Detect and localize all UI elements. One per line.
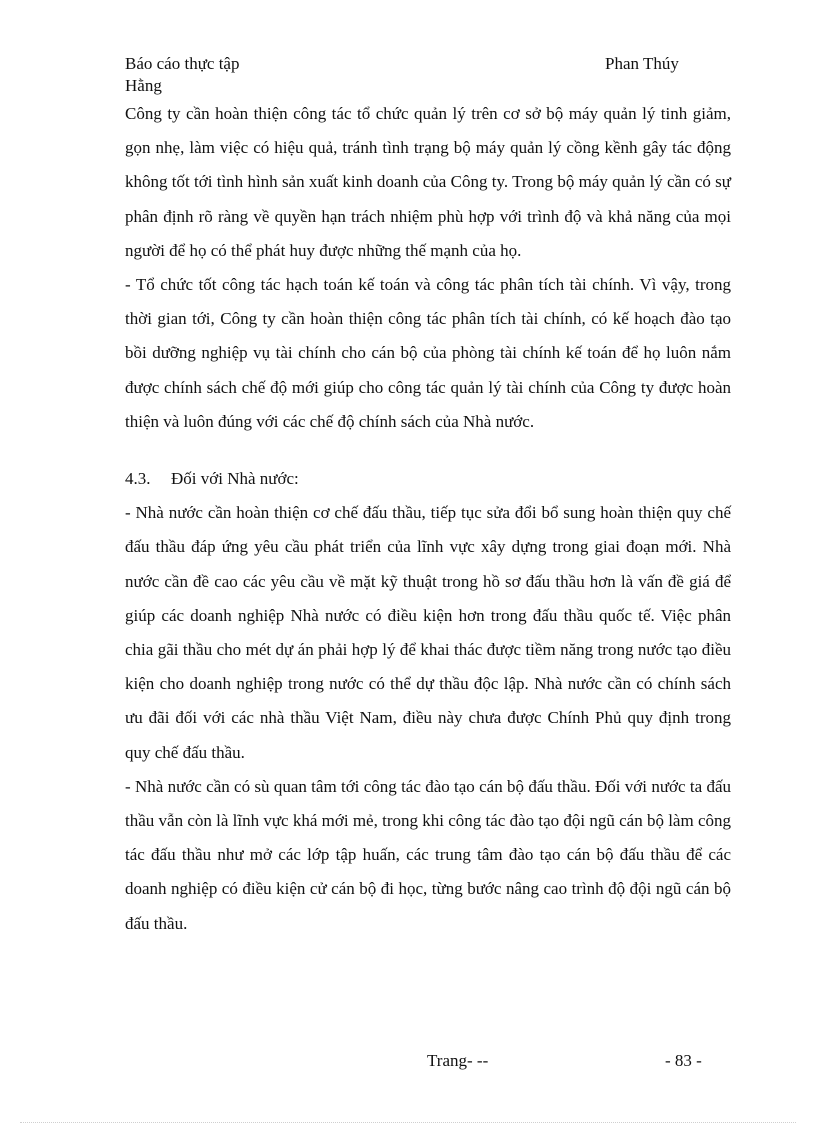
section-heading xyxy=(125,462,731,496)
header-author: Phan Thúy xyxy=(605,54,679,73)
header-report-title: Báo cáo thực tập xyxy=(125,54,240,73)
paragraph-bidding-training: - Nhà nước cần có sù quan tâm tới công tác đào tạo cán bộ đấu thầu. Đối với nước ta đấu thầu vẫn còn là lĩnh vực khá mới mẻ, trong khi công tác đào tạo đội ngũ cán bộ làm công tác đấu thầu như mở các lớp tập huấn, các trung tâm đào tạo cán bộ đấu thầu để các doanh nghiệp có điều kiện cử cán bộ đi học, từng bước nâng cao trình độ đội ngũ cán bộ đấu thầu. xyxy=(125,776,731,933)
document-body xyxy=(125,97,731,941)
section-title: Đối với Nhà nước: xyxy=(171,469,299,489)
section-number: 4.3. xyxy=(125,469,151,489)
header-author-continuation: Hằng xyxy=(125,76,162,95)
footer-page-label: Trang- -- xyxy=(427,1051,489,1070)
paragraph-bidding-mechanism: - Nhà nước cần hoàn thiện cơ chế đấu thầu, tiếp tục sửa đổi bổ sung hoàn thiện quy chế đấu thầu đáp ứng yêu cầu phát triển của lĩnh vực xây dựng trong giai đoạn mới. Nhà nước cần đề cao các yêu cầu về mặt kỹ thuật trong hồ sơ đấu thầu hơn là vấn đề giá để giúp các doanh nghiệp Nhà nước có điều kiện hơn trong đấu thầu quốc tế. Việc phân chia gãi thầu cho mét dự án phải hợp lý để khai thác được tiềm năng trong nước tạo điều kiện cho doanh nghiệp trong nước có thể dự thầu độc lập. Nhà nước cần có chính sách ưu đãi đối với các nhà thầu Việt Nam, điều này chưa được Chính Phủ quy định trong quy chế đấu thầu. xyxy=(125,503,731,762)
paragraph-accounting: - Tổ chức tốt công tác hạch toán kế toán và công tác phân tích tài chính. Vì vậy, trong thời gian tới, Công ty cần hoàn thiện công tác phân tích tài chính, có kế hoạch đào tạo bồi dưỡng nghiệp vụ tài chính cho cán bộ của phòng tài chính kế toán để họ luôn nắm được chính sách chế độ mới giúp cho công tác quản lý tài chính của Công ty được hoàn thiện và luôn đúng với các chế độ chính sách của Nhà nước. xyxy=(125,275,731,431)
paragraph-company-management: Công ty cần hoàn thiện công tác tổ chức quản lý trên cơ sở bộ máy quản lý tinh giảm, gọn nhẹ, làm việc có hiệu quả, tránh tình trạng bộ máy quản lý cồng kềnh gây tác động không tốt tới tình hình sản xuất kinh doanh của Công ty. Trong bộ máy quản lý cần có sự phân định rõ ràng về quyền hạn trách nhiệm phù hợp với trình độ và khả năng của mọi người để họ có thể phát huy được những thế mạnh của họ. xyxy=(125,104,731,260)
footer-page-number: - 83 - xyxy=(665,1051,702,1070)
